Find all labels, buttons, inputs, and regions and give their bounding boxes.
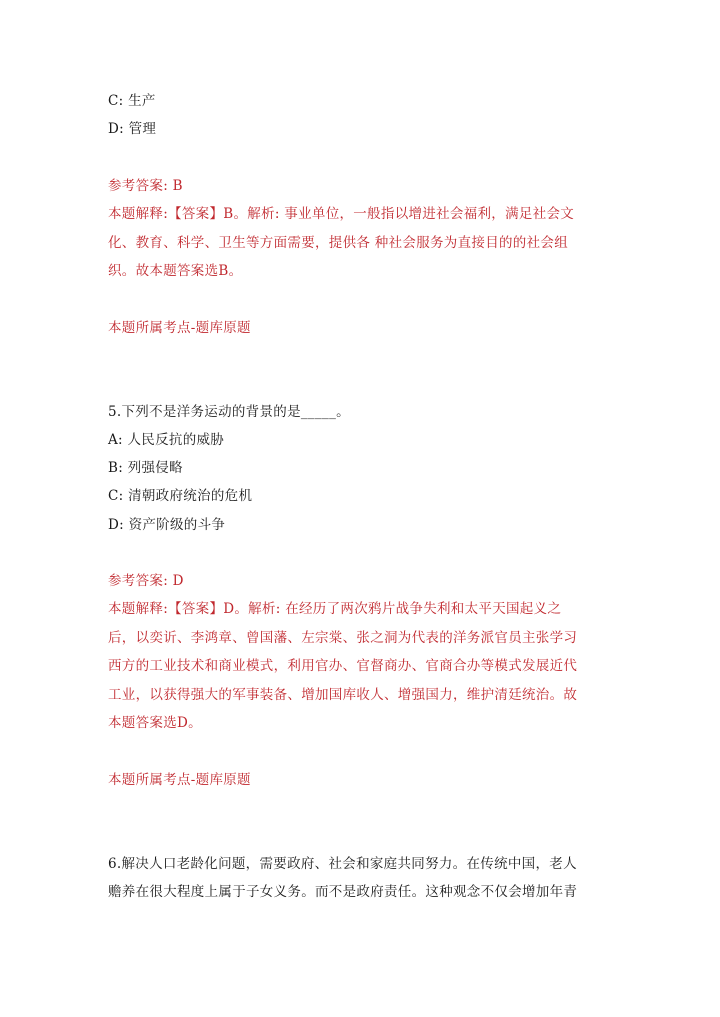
q4-explanation-line-2: 化、教育、科学、卫生等方面需要，提供各 种社会服务为直接目的的社会组 bbox=[108, 235, 568, 251]
q5-explanation-line-1: 本题解释:【答案】D。解析: 在经历了两次鸦片战争失利和太平天国起义之 bbox=[108, 601, 562, 617]
q5-option-c: C: 清朝政府统治的危机 bbox=[108, 488, 253, 504]
q5-explanation-line-5: 本题答案选D。 bbox=[108, 715, 202, 731]
q4-explanation-line-3: 织。故本题答案选B。 bbox=[108, 263, 243, 279]
q6-stem-line-1: 6.解决人口老龄化问题，需要政府、社会和家庭共同努力。在传统中国，老人 bbox=[108, 856, 577, 872]
q4-option-d: D: 管理 bbox=[108, 121, 157, 137]
q5-explanation-line-3: 西方的工业技术和商业模式，利用官办、官督商办、官商合办等模式发展近代 bbox=[108, 658, 578, 674]
q4-source: 本题所属考点-题库原题 bbox=[108, 320, 251, 336]
q5-answer: 参考答案: D bbox=[108, 573, 184, 589]
q5-option-a: A: 人民反抗的威胁 bbox=[108, 432, 225, 448]
q4-answer: 参考答案: B bbox=[108, 178, 183, 194]
q4-option-c: C: 生产 bbox=[108, 93, 156, 109]
q5-option-d: D: 资产阶级的斗争 bbox=[108, 517, 226, 533]
q4-explanation-line-1: 本题解释:【答案】B。解析: 事业单位，一般指以增进社会福利，满足社会文 bbox=[108, 206, 575, 222]
q5-stem: 5.下列不是洋务运动的背景的是_____。 bbox=[108, 404, 350, 420]
q5-explanation-line-4: 工业，以获得强大的军事装备、增加国库收人、增强国力，维护清廷统治。故 bbox=[108, 687, 578, 703]
q5-explanation-line-2: 后，以奕䜣、李鸿章、曾国藩、左宗棠、张之洞为代表的洋务派官员主张学习 bbox=[108, 630, 578, 646]
q6-stem-line-2: 赡养在很大程度上属于子女义务。而不是政府责任。这种观念不仅会增加年青 bbox=[108, 884, 578, 900]
q5-option-b: B: 列强侵略 bbox=[108, 460, 183, 476]
q5-source: 本题所属考点-题库原题 bbox=[108, 772, 251, 788]
